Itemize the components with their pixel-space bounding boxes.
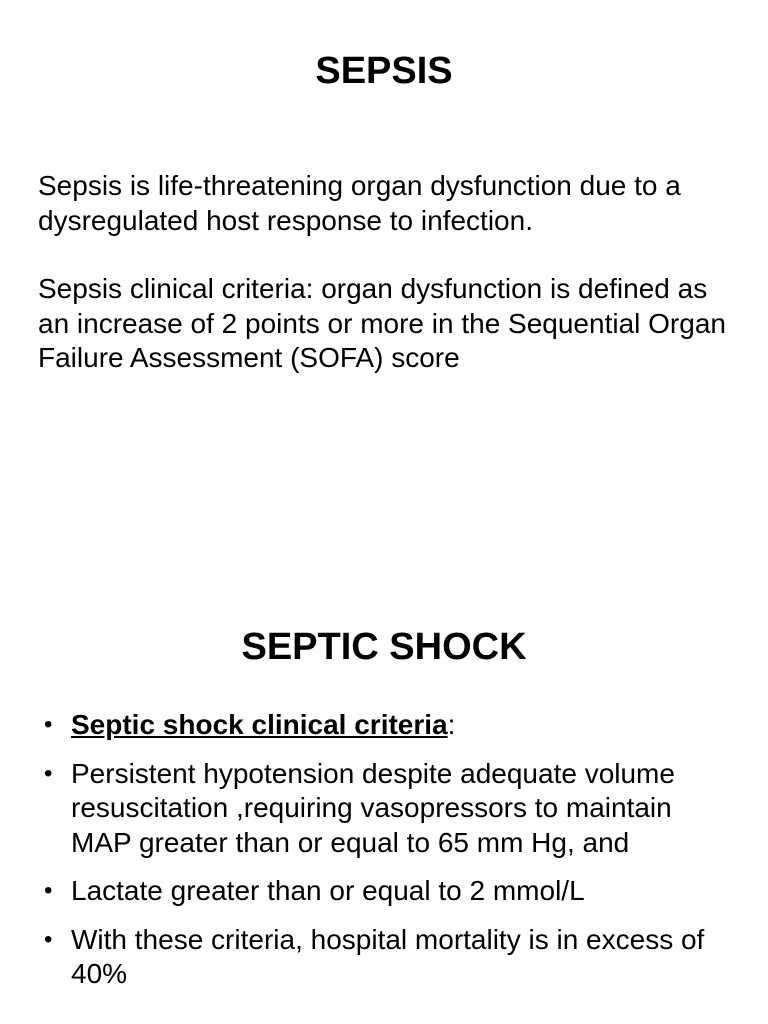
bullet-dot-icon: • xyxy=(44,877,53,904)
sepsis-criteria-paragraph: Sepsis clinical criteria: organ dysfunction is defined as an increase of 2 points or more in the Sequential Organ Failure Assessment (SOFA) score xyxy=(38,273,726,373)
septic-shock-bullet-list xyxy=(0,708,768,1006)
bullet-hypotension-text: Persistent hypotension despite adequate volume resuscitation ,requiring vasopressors to maintain MAP greater than or equal to 65 mm Hg, and xyxy=(71,757,675,858)
slide-title-septic-shock: SEPTIC SHOCK xyxy=(241,626,527,668)
slide-title-sepsis: SEPSIS xyxy=(315,50,453,92)
sepsis-definition-paragraph: Sepsis is life-threatening organ dysfunction due to a dysregulated host response to infection. xyxy=(38,170,681,236)
bullet-dot-icon: • xyxy=(44,925,53,953)
bullet-mortality xyxy=(0,923,768,992)
bullet-lactate-text: Lactate greater than or equal to 2 mmol/L xyxy=(71,875,585,906)
criteria-label: Septic shock clinical criteria xyxy=(71,709,448,740)
criteria-colon: : xyxy=(447,709,456,740)
bullet-hypotension xyxy=(0,757,768,861)
bullet-criteria-heading xyxy=(0,708,768,743)
bullet-dot-icon: • xyxy=(44,711,53,738)
bullet-lactate xyxy=(0,874,768,909)
bullet-dot-icon: • xyxy=(44,759,53,787)
bullet-mortality-text: With these criteria, hospital mortality is in excess of 40% xyxy=(71,923,705,989)
